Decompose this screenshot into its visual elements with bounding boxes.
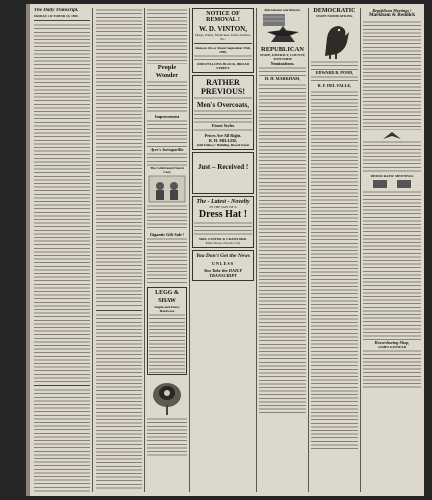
flag-ornament [363, 178, 421, 190]
gift-sale-heading: Gigantic Gift Sale ! [149, 232, 185, 237]
state-district-text: STATE, DISTRICT, COUNTY, TOWNSHIP [259, 53, 306, 61]
in-the-way-text: IN THE WAY OF A [209, 205, 237, 209]
latest-novelty-heading: The - Latest - Novelty [196, 199, 250, 205]
kinnear-name: JAMES KINNEAR [377, 345, 407, 349]
column-3 [147, 8, 187, 492]
legg-shaw-sub: Staple and Fancy Hardware [154, 305, 180, 313]
republican-meetings-heading: Republican Meetings ! [372, 8, 412, 13]
column-2 [96, 8, 142, 492]
column-rule [92, 8, 93, 492]
rooster-illustration [311, 18, 358, 60]
legg-shaw-heading: LEGG & SHAW [155, 290, 179, 304]
just-received-heading: Just – Received ! [197, 163, 249, 171]
column-5-republican [259, 8, 306, 492]
del-valle-name: R. F. DEL VALLE, [317, 83, 352, 88]
french-cure-heading: The Celebrated French Cure [150, 166, 184, 174]
odd-fellows-block: ODD FELLOWS BLOCK, BROAD STREET [196, 62, 250, 70]
lester-crawford: MRS. LESTER & CRAWFORD. [199, 237, 247, 241]
democratic-heading: DEMOCRATIC [313, 8, 356, 14]
notice-of-removal-heading: NOTICE OF REMOVAL ! [206, 11, 240, 23]
news-text-block [34, 388, 90, 492]
newspaper-page [30, 4, 424, 496]
news-text-block [96, 313, 142, 489]
column-rule [256, 8, 257, 492]
ayers-heading: Ayer's Sarsaparilla [150, 147, 184, 152]
news-text-block [34, 23, 90, 383]
pond-name: EDWARD B. POND, [315, 70, 354, 75]
eagle-flag-illustration [259, 12, 306, 46]
portrait-engraving [147, 174, 187, 204]
candidate-list [311, 90, 358, 450]
mens-overcoats-heading: Men's Overcoats, [197, 101, 249, 109]
state-nominations: STATE NOMINATIONS. [315, 14, 354, 18]
finest-styles: Finest Styles [211, 123, 235, 128]
column-6-democratic [311, 8, 358, 492]
lester-address: Main Street, Nevada City [205, 241, 241, 245]
rather-previous-heading: RATHER PREVIOUS! [200, 78, 245, 96]
column-rule [144, 8, 145, 492]
column-7-meetings [363, 8, 421, 492]
refreshment-heading: Refreshment and Reform. [264, 8, 301, 12]
news-text-block [96, 8, 142, 308]
column-rule [360, 8, 361, 492]
column-rule [308, 8, 309, 492]
markham-name: H. H. MARKHAM, [264, 76, 301, 81]
column-4-advertisements [192, 8, 254, 492]
daily-transcript-text: You Take the DAILY TRANSCRIPT [203, 268, 243, 278]
column-1 [34, 8, 90, 492]
miller-name: B. H. MILLER, [208, 138, 238, 143]
improvement-heading: Improvement [154, 114, 180, 119]
flower-illustration [147, 377, 187, 417]
horseshoeing-shop-heading: Horseshoeing Shop, [374, 340, 410, 345]
masthead-title: The Daily Transcript. [34, 8, 79, 13]
democratic-meetings-heading: DEMOCRATIC MEETINGS [370, 174, 414, 178]
news-text-block [147, 8, 187, 64]
eagle-ornament [363, 130, 421, 140]
vinton-sub: Drugs, Paints, Medicines, Toilet Articles, Etc. [195, 33, 251, 41]
column-rule [189, 8, 190, 492]
removal-date: Remove On or About September 25th, 1890, [195, 46, 251, 54]
candidate-list [259, 83, 306, 413]
miller-address: Odd Fellows' Building, Broad Street [196, 143, 250, 147]
markham-reddick: Markham & Reddick [368, 13, 416, 18]
dress-hat-heading: Dress Hat ! [198, 209, 248, 220]
masthead-dateline: FRIDAY, OCTOBER 10, 1890. [34, 14, 79, 18]
nominations-heading: Nominations. [270, 61, 295, 66]
prices-text: Prices Are All Right. [204, 133, 242, 138]
republican-heading: REPUBLICAN [261, 46, 304, 53]
unless-text: UNLESS [211, 261, 235, 266]
vinton-name: W. D. VINTON, [199, 25, 247, 33]
dont-get-news-text: You Don't Get the News [195, 253, 251, 259]
people-wonder-heading: People Wonder [155, 64, 179, 79]
